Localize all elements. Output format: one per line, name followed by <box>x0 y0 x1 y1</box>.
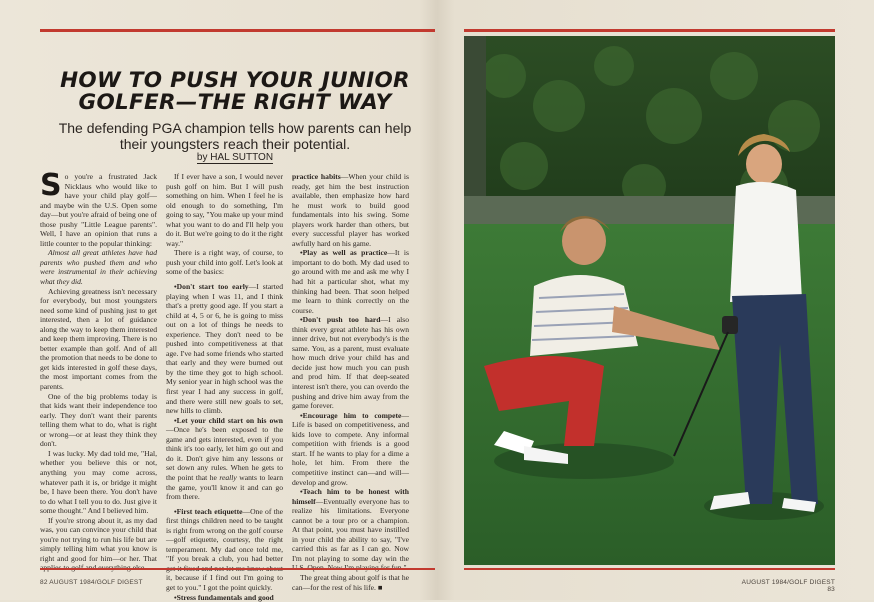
body-column-3 <box>292 172 409 592</box>
paragraph-text: o you're a frustrated Jack Nicklaus who would like to have your child play golf—and maybe win the U.S. Open some day—but you're afraid of being one of those pushy "Little League parents". Well, I have an opinion that runs a little counter to the popular thinking: <box>40 172 157 248</box>
bottom-rule-right <box>464 568 835 570</box>
paragraph: I was lucky. My dad told me, "Hal, whether you believe this or not, anything you may come across, whatever path it is, or bridge it might be, I have been there. You don't have to do what I tell you to do. Just give it some thought." And I believed him. <box>40 448 157 516</box>
deck-line-1: The defending PGA champion tells how parents can help <box>58 120 412 136</box>
headline-line-1: HOW TO PUSH YOUR JUNIOR <box>60 68 410 93</box>
tip-text: —When your child is ready, get him the best instruction available, then emphasize how hard he must work to build good fundamentals into his swing. Some players work harder than others, but every successful player has worked awfully hard on his game. <box>292 172 409 248</box>
tip-heading: •Don't start too early <box>174 282 249 292</box>
paragraph: One of the big problems today is that kids want their independence too early. They don't want their parents telling them what to do, what is right or wrong—or at least they think they don't. <box>40 391 157 449</box>
top-rule-left <box>40 29 435 32</box>
paragraph: If I ever have a son, I would never push golf on him. But I will push something on him. When I feel he is old enough to do something, I'm going to say, "You make up your mind what you want to do and I'll help you do it. But we're going to do it the right way." <box>166 172 284 248</box>
deck-line-2: their youngsters reach their potential. <box>119 136 351 152</box>
drop-cap: S <box>40 168 62 203</box>
tip-paragraph <box>292 172 409 248</box>
tip-text: —I started playing when I was 11, and I think that's a pretty good age. If you start a child at 4, 5 or 6, he is going to miss out on a lot of things he needs to experience. They don't need to be pushed into competitiveness at that age. I've had some friends who started that early and they were burned out by the time they got to high school. My senior year in high school was the first year I had any success in golf, and there were still new goals to set, new hills to climb. <box>166 282 283 416</box>
tip-paragraph <box>292 487 409 573</box>
photo-illustration <box>464 36 835 565</box>
tip-text: —One of the first things children need to be taught is right from wrong on the golf course—golf etiquette, courtesy, the right temperament. My dad once told me, "If you break a club, you had better it, because if I find out I'm going to get to you." I got the point quickly. <box>166 506 283 592</box>
tip-paragraph <box>166 507 283 593</box>
byline-text: by HAL SUTTON <box>196 152 274 163</box>
tip-heading: practice habits <box>292 172 341 181</box>
byline <box>44 152 426 163</box>
tip-text: —I also think every great athlete has his own inner drive, but not everybody's is the same. You, as a parent, must evaluate how much drive your child has and decide just how much you can push and prod him. If that deep-seated interest isn't there, you can overdo the pushing and drive him away from the game forever. <box>292 315 409 411</box>
paragraph <box>40 248 157 286</box>
tip-text-italic: really <box>219 472 237 482</box>
body-column-1 <box>40 168 157 564</box>
tip-heading: •Stress fundamentals and good <box>174 592 274 602</box>
tip-heading: •First teach etiquette <box>174 506 243 516</box>
tip-heading: •Teach him to be honest with himself <box>292 487 409 506</box>
tip-paragraph <box>166 593 283 602</box>
tip-paragraph <box>292 411 409 487</box>
tip-paragraph <box>166 282 283 416</box>
tip-text: wants to learn the game, you'll know it and can go from there. <box>166 472 283 502</box>
tip-heading: •Play as well as practice <box>300 248 388 258</box>
bottom-rule-left <box>40 568 435 570</box>
tip-heading: •Encourage him to compete <box>300 410 402 420</box>
tip-text: —Life is based on competitiveness, and kids love to compete. Any informal competition with friends is a good start. If he wants to play for a dime a hole, let him. From there the competitive instinct can—and will—develop and grow. <box>292 410 409 487</box>
tip-paragraph <box>166 416 283 502</box>
tip-paragraph <box>292 315 409 410</box>
paragraph <box>40 168 157 248</box>
article-headline <box>40 70 430 114</box>
article-deck <box>44 120 426 152</box>
tip-text: —Once he's been exposed to the game and gets interested, even if you think it's too early, let him go out and do it. Don't give him any lessons or set down any rules. When he gets to the point that he <box>166 425 283 482</box>
photo-golf-lesson <box>464 36 835 565</box>
tip-heading: •Let your child start on his own <box>174 415 283 425</box>
tip-paragraph <box>292 248 409 315</box>
tip-heading: •Don't push too hard <box>300 315 381 325</box>
top-rule-right <box>464 29 835 32</box>
body-column-2 <box>166 172 284 602</box>
tip-text: —Eventually everyone has to realize his limitations. Everyone cannot be a tour pro or a champion. At that point, you must have instilled in your child the ability to say, "I've carried this as far as I can go. Now I'm not playing to some day win the <box>292 496 409 563</box>
folio-left: 82 AUGUST 1984/GOLF DIGEST <box>40 579 143 586</box>
paragraph: The great thing about golf is that he can—for the rest of his life. ■ <box>292 572 409 592</box>
paragraph: There is a right way, of course, to push your child into golf. Let's look at some of the basics: <box>166 248 283 277</box>
headline-line-2: GOLFER—THE RIGHT WAY <box>78 90 392 115</box>
tip-text: —It is important to do both. My dad used to go around with me and ask me why I had hit a particular shot, what my thinking had been. That soon helped me learn to think correctly on the course. <box>292 248 409 315</box>
pullquote-text: Almost all great athletes have had parents who pushed them and who were instrumental in their achieving what they did. <box>40 248 157 287</box>
paragraph: Achieving greatness isn't necessary for everybody, but most youngsters need some kind of pushing just to get interested, then a lot of guidance along the way to keep them interested and keep them improving. There is no better example than golf. And of all the promotion that needs to be done to get kids interested in golf these days, the most important comes from the parents. <box>40 286 157 392</box>
paragraph: If you're strong about it, as my dad was, you can convince your child that you're not trying to run his life but are simply telling him what you know is right and good for him—or her. That <box>40 515 157 563</box>
folio-right: AUGUST 1984/GOLF DIGEST 83 <box>741 579 835 593</box>
